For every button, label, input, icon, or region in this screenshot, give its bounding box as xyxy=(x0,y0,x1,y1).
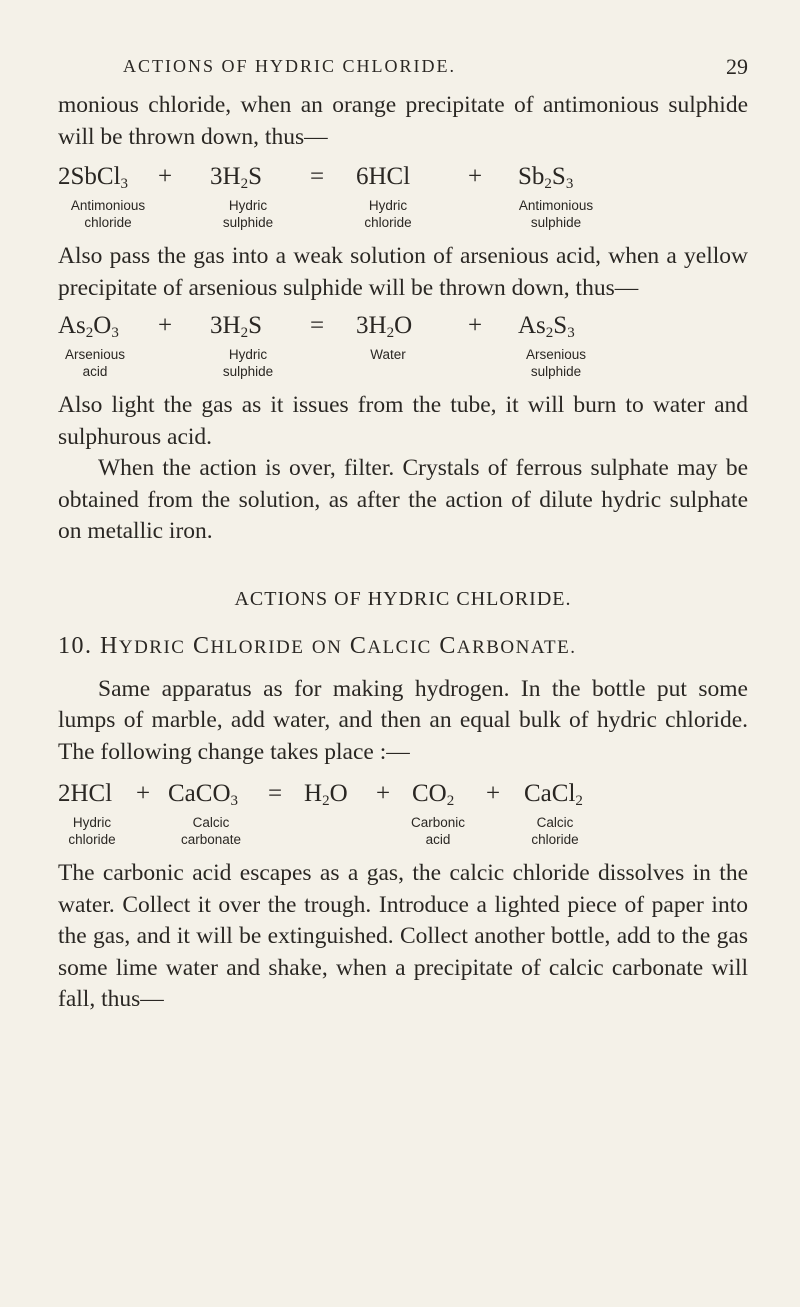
formula-term: 6HCl xyxy=(356,163,411,190)
caption: Carbonic acid xyxy=(410,815,466,847)
subsection-heading: 10. HYDRIC CHLORIDE ON CALCIC CARBONATE. xyxy=(58,632,577,659)
caption: Water xyxy=(370,347,406,362)
running-head-title: ACTIONS OF HYDRIC CHLORIDE. xyxy=(123,56,457,76)
page xyxy=(58,40,748,1016)
equation-calcic xyxy=(58,780,748,850)
formula-term: $3H_2S$ xyxy=(210,163,262,192)
caption: Calcic carbonate xyxy=(180,815,242,847)
formula-term: $As_2S_3$ xyxy=(518,312,575,341)
caption: Antimonious sulphide xyxy=(518,198,594,230)
caption: Hydric chloride xyxy=(68,815,116,847)
caption: Calcic chloride xyxy=(531,815,579,847)
operator: + xyxy=(158,163,173,190)
formula-term: $H_2O$ xyxy=(304,780,348,809)
formula-term: 2HCl xyxy=(58,780,113,807)
operator: + xyxy=(486,780,501,807)
page-number: 29 xyxy=(726,54,748,79)
section-heading: ACTIONS OF HYDRIC CHLORIDE. xyxy=(234,587,572,610)
formula-term: $CO_2$ xyxy=(412,780,455,809)
operator: + xyxy=(136,780,151,807)
formula-term: 2SbCl$_3$ xyxy=(58,163,129,192)
formula-term: CaCl$_2$ xyxy=(524,780,583,809)
formula-term: $3H_2O$ xyxy=(356,312,413,341)
operator: = xyxy=(310,312,325,339)
formula-term: $As_2O_3$ xyxy=(58,312,119,341)
paragraph: Also pass the gas into a weak solution of arsenious acid, when a yellow precipitate of arsenious sulphide will be thrown down, thus— xyxy=(58,243,748,301)
paragraph: Same apparatus as for making hydrogen. In the bottle put some lumps of marble, add water, and then an equal bulk of hydric chloride. The following change takes place :— xyxy=(58,675,748,765)
paragraph: monious chloride, when an orange precipitate of antimonious sulphide will be thrown down, thus— xyxy=(58,92,748,150)
caption: Hydric sulphide xyxy=(222,198,274,230)
formula-term: CaCO$_3$ xyxy=(168,780,238,809)
equation-antimonious xyxy=(58,163,748,233)
operator: + xyxy=(376,780,391,807)
operator: + xyxy=(468,163,483,190)
paragraph: The carbonic acid escapes as a gas, the calcic chloride dissolves in the water. Collect it over the trough. Introduce a lighted piece of paper into the gas, and it will be extinguished. Collect another bottle, add to the gas some lime water and shake, when a precipitate of calcic carbonate will fall, thus— xyxy=(58,860,748,1012)
operator: = xyxy=(268,780,283,807)
caption: Hydric sulphide xyxy=(222,347,274,379)
operator: + xyxy=(468,312,483,339)
operator: = xyxy=(310,163,325,190)
formula-term: $Sb_2S_3$ xyxy=(518,163,574,192)
caption: Arsenious sulphide xyxy=(525,347,587,379)
caption: Arsenious acid xyxy=(64,347,126,379)
equation-arsenious xyxy=(58,312,748,382)
running-head xyxy=(58,40,748,79)
formula-term: $3H_2S$ xyxy=(210,312,262,341)
paragraph: Also light the gas as it issues from the tube, it will burn to water and sulphurous acid. xyxy=(58,392,748,450)
operator: + xyxy=(158,312,173,339)
caption: Hydric chloride xyxy=(364,198,412,230)
paragraph: When the action is over, filter. Crystals of ferrous sulphate may be obtained from the solution, as after the action of dilute hydric sulphate on metallic iron. xyxy=(58,455,748,544)
caption: Antimonious chloride xyxy=(70,198,146,230)
